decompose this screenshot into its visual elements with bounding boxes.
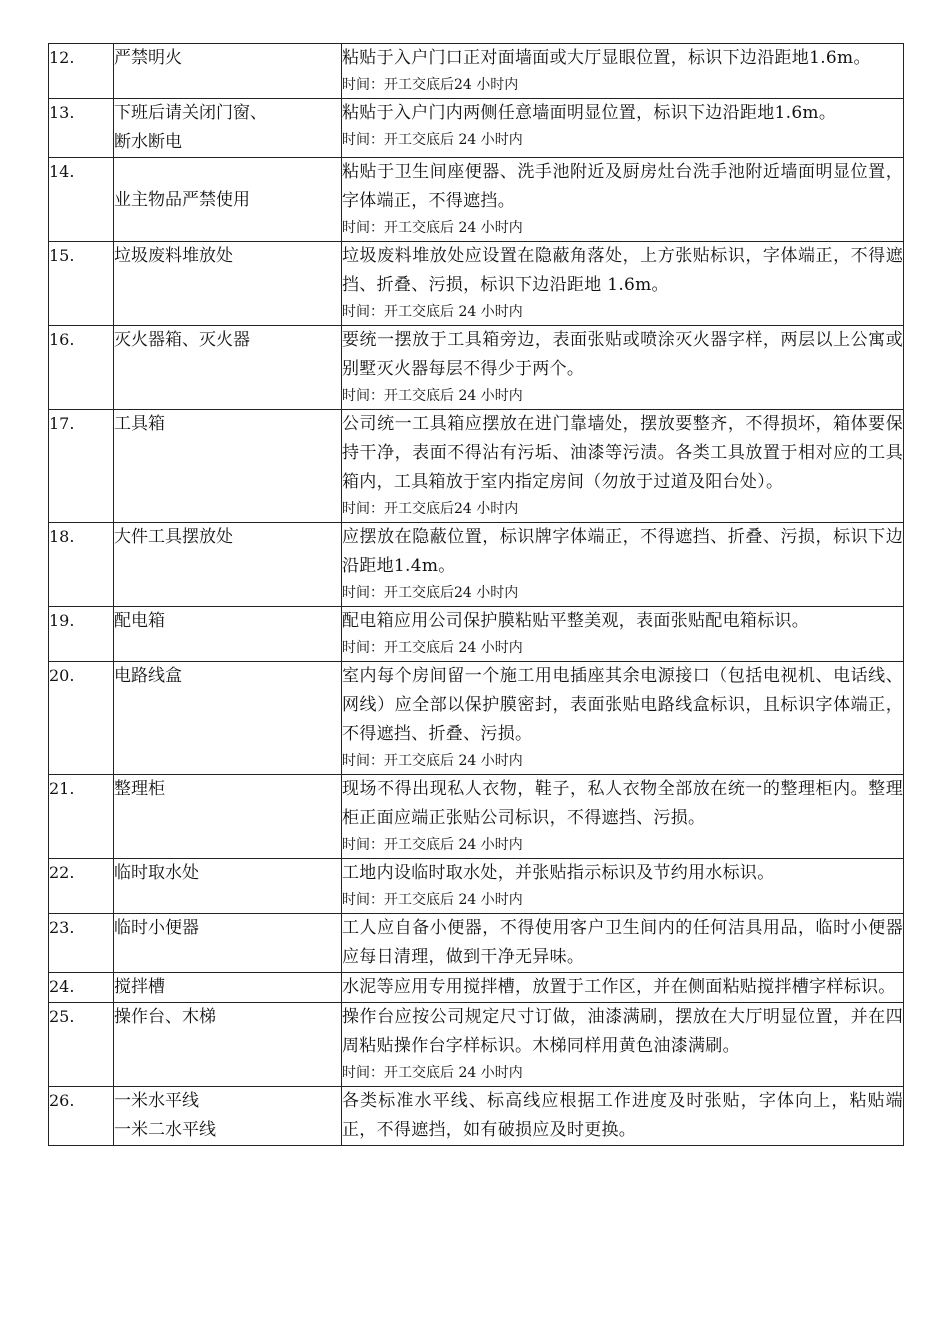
time-note: 时间：开工交底后 24 小时内 [342,892,523,908]
row-number: 13. [49,99,114,158]
time-note: 时间：开工交底后 24 小时内 [342,132,523,148]
row-number: 22. [49,859,114,914]
item-name: 临时小便器 [114,918,199,938]
time-note: 时间：开工交底后24 小时内 [342,77,519,93]
row-number: 17. [49,410,114,523]
item-name: 业主物品严禁使用 [114,190,250,210]
description-text: 工人应自备小便器，不得使用客户卫生间内的任何洁具用品，临时小便器应每日清理，做到干净无异味。 [342,918,903,967]
row-number: 19. [49,607,114,662]
item-name-cell [114,158,342,242]
description-text: 室内每个房间留一个施工用电插座其余电源接口（包括电视机、电话线、网线）应全部以保护膜密封，表面张贴电路线盒标识，且标识字体端正，不得遮挡、折叠、污损。 [342,666,903,744]
table-row [49,410,904,523]
description-cell [342,44,904,99]
item-name-cell [114,44,342,99]
item-name: 临时取水处 [114,863,199,883]
item-name-cell [114,607,342,662]
row-number: 21. [49,775,114,859]
table-row [49,914,904,973]
item-name: 一米水平线 [114,1091,199,1111]
description-cell [342,662,904,775]
description-cell [342,410,904,523]
row-number: 15. [49,242,114,326]
item-name-cell [114,99,342,158]
description-cell [342,158,904,242]
item-name-cell [114,662,342,775]
time-note: 时间：开工交底后 24 小时内 [342,304,523,320]
description-cell [342,326,904,410]
row-number: 26. [49,1087,114,1146]
description-text: 粘贴于入户门口正对面墙面或大厅显眼位置，标识下边沿距地1.6m。 [342,48,871,68]
item-name-cell [114,1087,342,1146]
time-note: 时间：开工交底后24 小时内 [342,585,519,601]
table-row [49,242,904,326]
item-name: 下班后请关闭门窗、 [114,103,267,123]
description-text: 现场不得出现私人衣物，鞋子，私人衣物全部放在统一的整理柜内。整理柜正面应端正张贴公司标识，不得遮挡、污损。 [342,779,903,828]
time-note: 时间：开工交底后24 小时内 [342,501,519,517]
description-text: 操作台应按公司规定尺寸订做，油漆满刷，摆放在大厅明显位置，并在四周粘贴操作台字样标识。木梯同样用黄色油漆满刷。 [342,1007,903,1056]
item-name: 一米二水平线 [114,1120,216,1140]
description-cell [342,1003,904,1087]
description-cell [342,607,904,662]
description-cell [342,99,904,158]
item-name-cell [114,973,342,1003]
description-text: 配电箱应用公司保护膜粘贴平整美观，表面张贴配电箱标识。 [342,611,810,631]
description-cell [342,859,904,914]
item-name: 配电箱 [114,611,165,631]
description-cell [342,914,904,973]
item-name: 断水断电 [114,132,182,152]
description-cell [342,1087,904,1146]
table-row [49,859,904,914]
item-name-cell [114,775,342,859]
item-name: 整理柜 [114,779,165,799]
item-name: 垃圾废料堆放处 [114,246,233,266]
table-row [49,662,904,775]
description-text: 各类标准水平线、标高线应根据工作进度及时张贴，字体向上，粘贴端正，不得遮挡，如有破损应及时更换。 [342,1091,903,1140]
spacer [114,158,341,186]
time-note: 时间：开工交底后 24 小时内 [342,388,523,404]
time-note: 时间：开工交底后 24 小时内 [342,837,523,853]
item-name: 工具箱 [114,414,165,434]
row-number: 12. [49,44,114,99]
row-number: 14. [49,158,114,242]
table-body [49,44,904,1146]
item-name: 大件工具摆放处 [114,527,233,547]
table-row [49,1003,904,1087]
table-row [49,326,904,410]
row-number: 20. [49,662,114,775]
item-name: 灭火器箱、灭火器 [114,330,250,350]
description-cell [342,523,904,607]
item-name-cell [114,242,342,326]
row-number: 23. [49,914,114,973]
description-text: 应摆放在隐蔽位置，标识牌字体端正，不得遮挡、折叠、污损，标识下边沿距地1.4m。 [342,527,903,576]
description-text: 工地内设临时取水处，并张贴指示标识及节约用水标识。 [342,863,775,883]
row-number: 18. [49,523,114,607]
item-name: 电路线盒 [114,666,182,686]
item-name: 搅拌槽 [114,977,165,997]
table-row [49,973,904,1003]
item-name: 严禁明火 [114,48,182,68]
table-row [49,158,904,242]
item-name: 操作台、木梯 [114,1007,216,1027]
item-name-cell [114,410,342,523]
item-name-cell [114,523,342,607]
item-name-cell [114,326,342,410]
time-note: 时间：开工交底后 24 小时内 [342,640,523,656]
table-row [49,523,904,607]
time-note: 时间：开工交底后 24 小时内 [342,220,523,236]
description-text: 公司统一工具箱应摆放在进门靠墙处，摆放要整齐，不得损坏，箱体要保持干净，表面不得沾有污垢、油漆等污渍。各类工具放置于相对应的工具箱内，工具箱放于室内指定房间（勿放于过道及阳台处）。 [342,414,903,492]
standards-table [48,43,904,1146]
item-name-cell [114,914,342,973]
description-cell [342,775,904,859]
row-number: 24. [49,973,114,1003]
table-row [49,1087,904,1146]
description-text: 粘贴于卫生间座便器、洗手池附近及厨房灶台洗手池附近墙面明显位置，字体端正，不得遮挡。 [342,162,903,211]
description-text: 要统一摆放于工具箱旁边，表面张贴或喷涂灭火器字样，两层以上公寓或别墅灭火器每层不得少于两个。 [342,330,903,379]
description-cell [342,242,904,326]
table-row [49,607,904,662]
description-cell [342,973,904,1003]
item-name-cell [114,1003,342,1087]
table-row [49,775,904,859]
table-row [49,99,904,158]
description-text: 垃圾废料堆放处应设置在隐蔽角落处，上方张贴标识，字体端正，不得遮挡、折叠、污损，标识下边沿距地 1.6m。 [342,246,903,295]
item-name-cell [114,859,342,914]
table-row [49,44,904,99]
time-note: 时间：开工交底后 24 小时内 [342,1065,523,1081]
time-note: 时间：开工交底后 24 小时内 [342,753,523,769]
description-text: 粘贴于入户门内两侧任意墙面明显位置，标识下边沿距地1.6m。 [342,103,837,123]
row-number: 25. [49,1003,114,1087]
description-text: 水泥等应用专用搅拌槽，放置于工作区，并在侧面粘贴搅拌槽字样标识。 [342,977,896,997]
row-number: 16. [49,326,114,410]
